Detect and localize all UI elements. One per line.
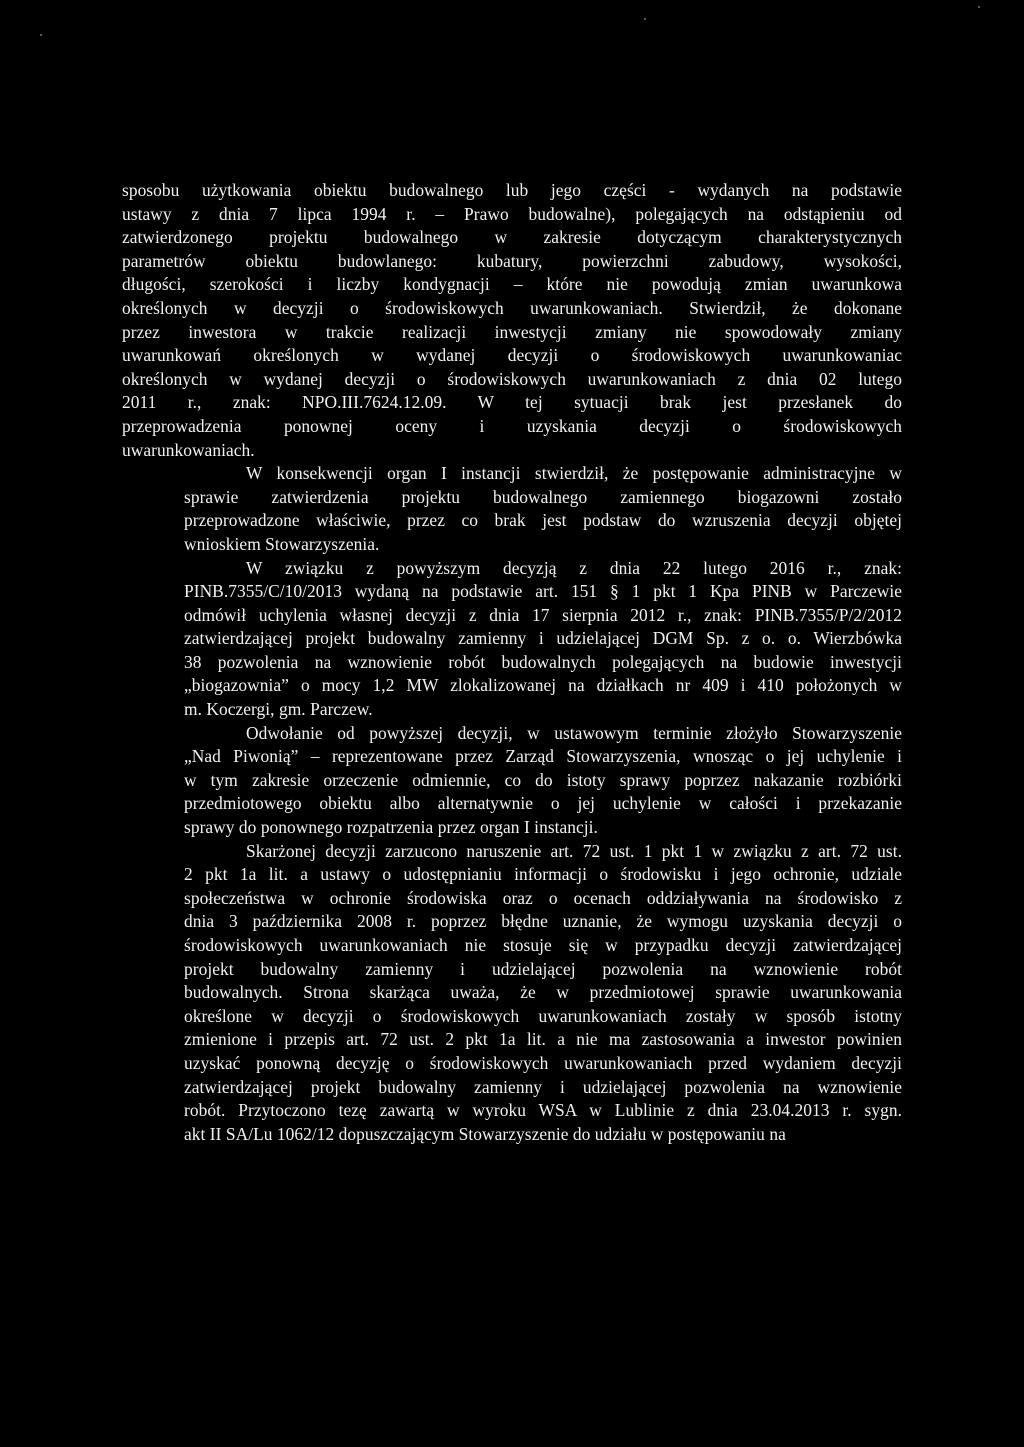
text-line: 2011 r., znak: NPO.III.7624.12.09. W tej sytuacji brak jest przesłanek do <box>122 392 902 413</box>
text-line: akt II SA/Lu 1062/12 dopuszczającym Stowarzyszenie do udziału w postępowaniu na <box>184 1123 786 1144</box>
text-line: W związku z powyższym decyzją z dnia 22 lutego 2016 r., znak: <box>246 557 902 578</box>
document-body <box>122 179 902 1146</box>
text-line: ustawy z dnia 7 lipca 1994 r. – Prawo budowalne), polegających na odstąpieniu od <box>122 203 902 224</box>
paragraph <box>122 840 902 1147</box>
text-line: Odwołanie od powyższej decyzji, w ustawowym terminie złożyło Stowarzyszenie <box>246 722 902 743</box>
text-line: PINB.7355/C/10/2013 wydaną na podstawie art. 151 § 1 pkt 1 Kpa PINB w Parczewie <box>184 581 902 602</box>
text-line: długości, szerokości i liczby kondygnacji – które nie powodują zmian uwarunkowa <box>122 274 902 295</box>
text-line: wnioskiem Stowarzyszenia. <box>184 533 380 554</box>
text-line: odmówił uchylenia własnej decyzji z dnia 17 sierpnia 2012 r., znak: PINB.7355/P/2/2012 <box>184 604 902 625</box>
text-line: „Nad Piwonią” – reprezentowane przez Zarząd Stowarzyszenia, wnosząc o jej uchylenie i <box>184 746 902 767</box>
text-line: przedmiotowego obiektu albo alternatywnie o jej uchylenie w całości i przekazanie <box>184 793 902 814</box>
text-line: budowalnych. Strona skarżąca uważa, że w przedmiotowej sprawie uwarunkowania <box>184 982 902 1003</box>
text-line: zmienione i przepis art. 72 ust. 2 pkt 1a lit. a nie ma zastosowania a inwestor powinien <box>184 1029 902 1050</box>
text-line: zatwierdzonego projektu budowalnego w zakresie dotyczącym charakterystycznych <box>122 227 902 248</box>
text-line: określonych w wydanej decyzji o środowiskowych uwarunkowaniach z dnia 02 lutego <box>122 368 902 389</box>
text-line: określone w decyzji o środowiskowych uwarunkowaniach zostały w sposób istotny <box>184 1005 902 1026</box>
text-line: zatwierdzającej projekt budowalny zamienny i udzielającej pozwolenia na wznowienie <box>184 1076 902 1097</box>
text-line: uwarunkowań określonych w wydanej decyzji o środowiskowych uwarunkowaniac <box>122 345 902 366</box>
text-line: środowiskowych uwarunkowaniach nie stosuje się w przypadku decyzji zatwierdzającej <box>184 935 902 955</box>
text-line: w tym zakresie orzeczenie odmiennie, co do istoty sprawy poprzez nakazanie rozbiórki <box>184 769 902 790</box>
text-line: robót. Przytoczono tezę zawartą w wyroku WSA w Lublinie z dnia 23.04.2013 r. sygn. <box>184 1100 902 1121</box>
paragraph <box>122 462 902 556</box>
scan-speck <box>644 18 646 20</box>
paragraph <box>122 557 902 722</box>
text-line: 38 pozwolenia na wznowienie robót budowalnych polegających na budowie inwestycji <box>184 651 902 672</box>
text-line: W konsekwencji organ I instancji stwierdził, że postępowanie administracyjne w <box>246 463 902 484</box>
text-line: uwarunkowaniach. <box>122 439 255 460</box>
text-line: „biogazownia” o mocy 1,2 MW zlokalizowanej na działkach nr 409 i 410 położonych w <box>184 675 902 696</box>
paragraph <box>122 722 902 840</box>
paragraph <box>122 179 902 462</box>
text-line: określonych w decyzji o środowiskowych uwarunkowaniach. Stwierdził, że dokonane <box>122 297 902 318</box>
scan-speck <box>978 6 980 8</box>
scan-speck <box>40 34 42 36</box>
text-line: projekt budowalny zamienny i udzielającej pozwolenia na wznowienie robót <box>184 958 902 979</box>
text-line: parametrów obiektu budowlanego: kubatury, powierzchni zabudowy, wysokości, <box>122 250 902 271</box>
text-line: uzyskać ponowną decyzję o środowiskowych uwarunkowaniach przed wydaniem decyzji <box>184 1052 902 1073</box>
text-line: społeczeństwa w ochronie środowiska oraz o ocenach oddziaływania na środowisko z <box>184 887 902 908</box>
text-line: m. Koczergi, gm. Parczew. <box>184 699 373 720</box>
text-line: przeprowadzone właściwie, przez co brak jest podstaw do wzruszenia decyzji objętej <box>184 510 902 531</box>
text-line: sposobu użytkowania obiektu budowalnego lub jego części - wydanych na podstawie <box>122 180 902 200</box>
text-line: zatwierdzającej projekt budowalny zamienny i udzielającej DGM Sp. z o. o. Wierzbówka <box>184 628 902 649</box>
text-line: Skarżonej decyzji zarzucono naruszenie art. 72 ust. 1 pkt 1 w związku z art. 72 ust. <box>246 840 902 861</box>
text-line: 2 pkt 1a lit. a ustawy o udostępnianiu informacji o środowisku i jego ochronie, udziale <box>184 864 902 885</box>
text-line: sprawy do ponownego rozpatrzenia przez organ I instancji. <box>184 817 598 838</box>
text-line: przez inwestora w trakcie realizacji inwestycji zmiany nie spowodowały zmiany <box>122 321 902 342</box>
text-line: dnia 3 października 2008 r. poprzez błędne uznanie, że wymogu uzyskania decyzji o <box>184 911 902 932</box>
text-line: sprawie zatwierdzenia projektu budowalnego zamiennego biogazowni zostało <box>184 486 902 507</box>
text-line: przeprowadzenia ponownej oceny i uzyskania decyzji o środowiskowych <box>122 415 902 436</box>
